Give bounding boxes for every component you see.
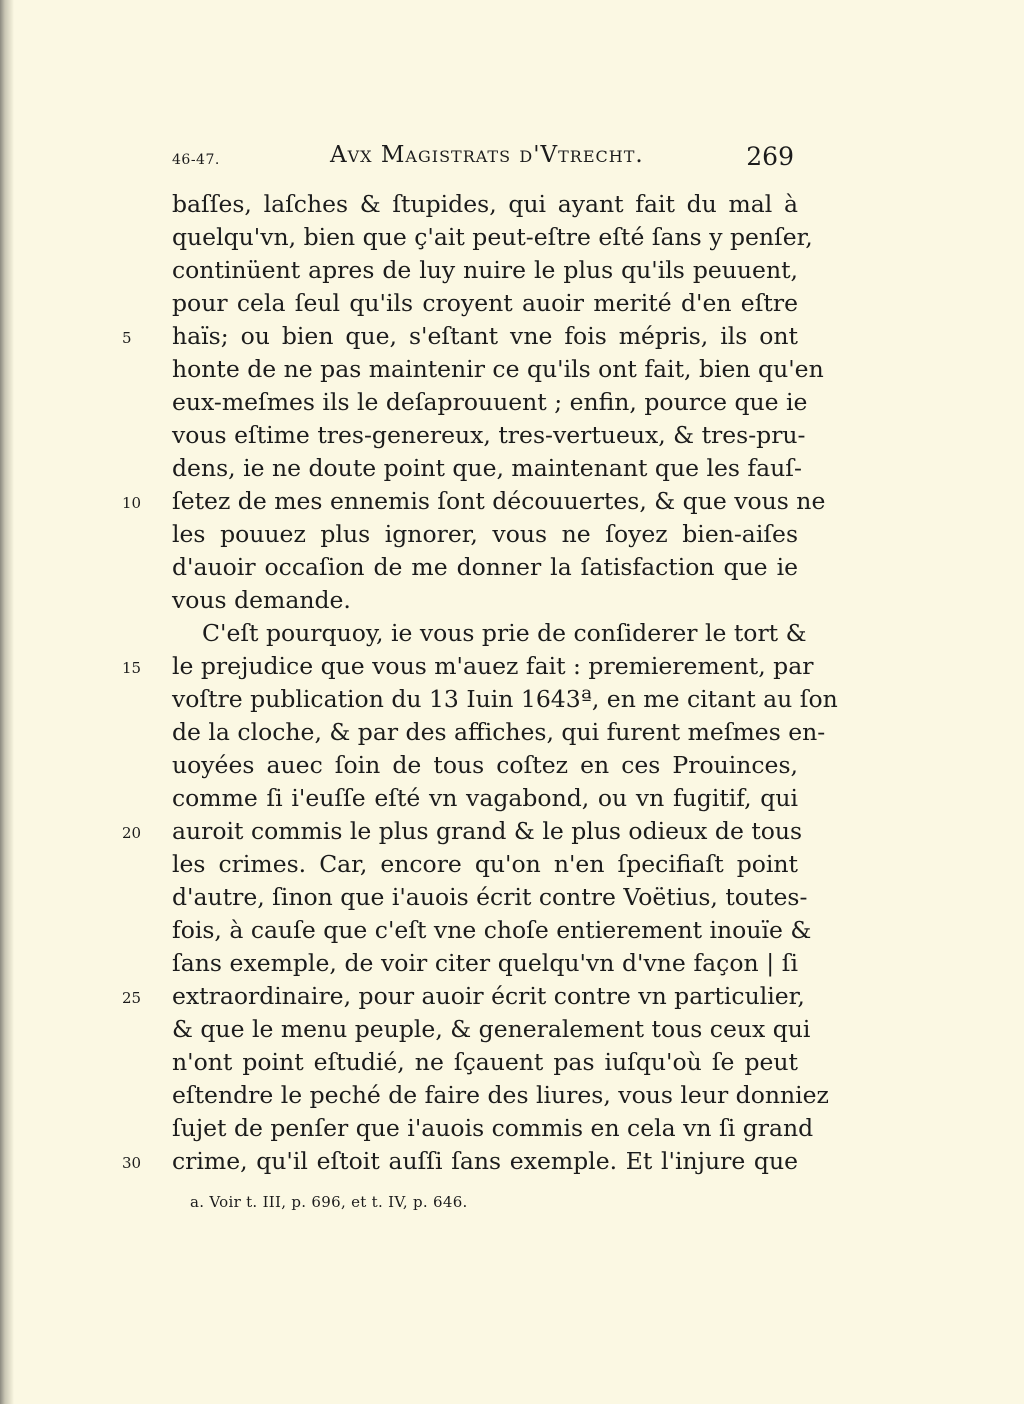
text-line: haïs; ou bien que, s'eſtant vne fois mépris, ils ont: [172, 322, 798, 350]
text-line: C'eſt pourquoy, ie vous prie de conſiderer le tort &: [202, 619, 807, 647]
text-line: vous demande.: [172, 586, 351, 614]
line-number: 10: [122, 494, 142, 512]
text-line: d'autre, ſinon que i'auois écrit contre Voëtius, toutes-: [172, 883, 808, 911]
text-line: auroit commis le plus grand & le plus odieux de tous: [172, 817, 803, 845]
text-line: baſſes, laſches & ſtupides, qui ayant fait du mal à: [172, 190, 798, 218]
text-line: fois, à cauſe que c'eſt vne choſe entierement inouïe &: [172, 916, 812, 944]
text-line: vous eſtime tres-genereux, tres-vertueux, & tres-pru-: [172, 421, 806, 449]
text-line: crime, qu'il eſtoit auſſi ſans exemple. Et l'injure que: [172, 1147, 798, 1175]
text-line: les pouuez plus ignorer, vous ne ſoyez bien-aiſes: [172, 520, 798, 548]
running-title: Avx Magistrats d'Vtrecht.: [330, 142, 644, 168]
text-line: extraordinaire, pour auoir écrit contre vn particulier,: [172, 982, 805, 1010]
text-line: n'ont point eſtudié, ne ſçauent pas iuſqu'où ſe peut: [172, 1048, 798, 1076]
text-line: d'auoir occaſion de me donner la ſatisfaction que ie: [172, 553, 798, 581]
text-line: ſans exemple, de voir citer quelqu'vn d'vne façon | ſi: [172, 949, 798, 977]
page-number: 269: [746, 142, 794, 171]
footnote: a. Voir t. III, p. 696, et t. IV, p. 646.: [190, 1193, 468, 1211]
text-line: voſtre publication du 13 Iuin 1643ª, en me citant au ſon: [172, 685, 838, 713]
page-gutter-shadow: [0, 0, 14, 1404]
text-line: dens, ie ne doute point que, maintenant que les fauſ-: [172, 454, 802, 482]
text-line: comme ſi i'euſſe eſté vn vagabond, ou vn fugitif, qui: [172, 784, 798, 812]
line-number: 25: [122, 989, 142, 1007]
text-line: ſetez de mes ennemis ſont découuertes, & que vous ne: [172, 487, 826, 515]
line-number: 20: [122, 824, 142, 842]
text-line: & que le menu peuple, & generalement tous ceux qui: [172, 1015, 811, 1043]
text-line: le prejudice que vous m'auez fait : premierement, par: [172, 652, 814, 680]
line-number: 5: [122, 329, 132, 347]
text-line: ſujet de penſer que i'auois commis en cela vn ſi grand: [172, 1114, 814, 1142]
text-line: les crimes. Car, encore qu'on n'en ſpecifiaſt point: [172, 850, 798, 878]
text-line: uoyées auec ſoin de tous coſtez en ces Prouinces,: [172, 751, 798, 779]
text-line: eux-meſmes ils le deſaprouuent ; enfin, pource que ie: [172, 388, 808, 416]
text-line: de la cloche, & par des affiches, qui furent meſmes en-: [172, 718, 826, 746]
running-header: [172, 142, 798, 182]
line-number: 15: [122, 659, 142, 677]
text-line: eſtendre le peché de faire des liures, vous leur donniez: [172, 1081, 829, 1109]
text-line: honte de ne pas maintenir ce qu'ils ont fait, bien qu'en: [172, 355, 824, 383]
text-line: continüent apres de luy nuire le plus qu'ils peuuent,: [172, 256, 798, 284]
letter-folio: 46-47.: [172, 152, 220, 168]
text-line: pour cela ſeul qu'ils croyent auoir merité d'en eſtre: [172, 289, 798, 317]
text-line: quelqu'vn, bien que ç'ait peut-eſtre eſté ſans y penſer,: [172, 223, 813, 251]
line-number: 30: [122, 1154, 142, 1172]
